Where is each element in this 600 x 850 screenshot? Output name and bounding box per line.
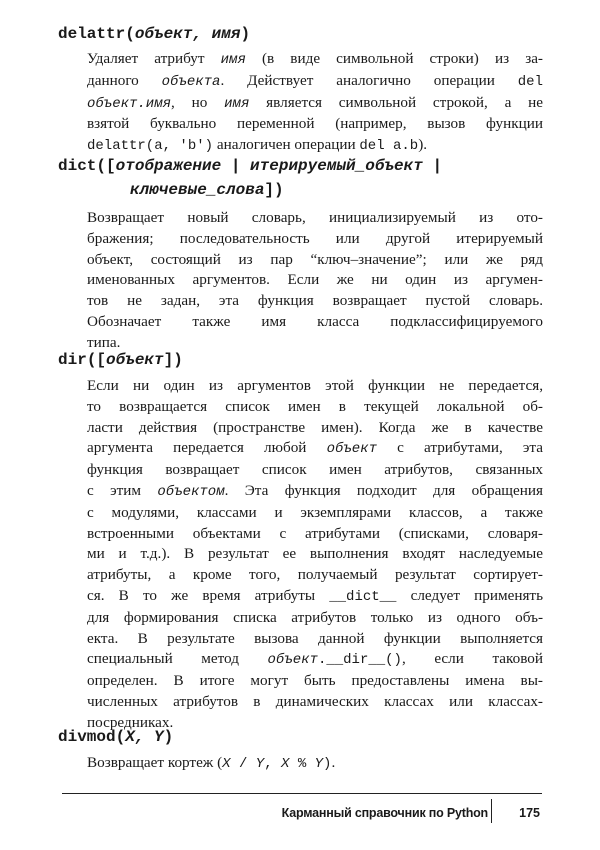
description-line bbox=[87, 418, 543, 439]
text-run: специальный метод bbox=[87, 650, 268, 668]
text-run: Возвращает новый словарь, инициализируемый из ото- bbox=[87, 209, 543, 226]
text-run: тов не задан, эта функция возвращает пустой словарь. bbox=[87, 292, 543, 310]
code-run: / bbox=[230, 756, 256, 772]
text-run: численных атрибутов в динамических классах или классах- bbox=[87, 692, 543, 710]
text-run: посредниках. bbox=[87, 713, 174, 731]
description-line bbox=[87, 49, 543, 71]
signature-dict: dict([отображение | итерируемый_объект | ключевые_слова]) bbox=[58, 157, 443, 199]
description-line bbox=[87, 629, 543, 650]
text-run: аналогичен операции bbox=[213, 136, 360, 154]
text-run: данного bbox=[87, 71, 162, 89]
text-run: . bbox=[331, 754, 336, 771]
text-run: . Действует аналогично операции bbox=[220, 71, 518, 89]
text-run: встроенными объектами с атрибутами (списками, словаря- bbox=[87, 524, 543, 542]
description-divmod bbox=[87, 753, 543, 775]
description-line bbox=[87, 481, 543, 503]
code-italic-run: объектом bbox=[157, 483, 225, 500]
text-run: является символьной строкой, а не bbox=[249, 93, 543, 111]
text-run: ). bbox=[418, 136, 428, 154]
code-run: % bbox=[289, 756, 315, 772]
description-line bbox=[87, 460, 543, 481]
text-run: , если таковой bbox=[401, 650, 543, 668]
text-run: типа. bbox=[87, 333, 121, 351]
footer-separator bbox=[491, 799, 492, 823]
text-run: атрибуты, а кроме того, получаемый результат сортирует- bbox=[87, 566, 543, 584]
description-line bbox=[87, 376, 543, 397]
description-line bbox=[87, 565, 543, 586]
text-run: ласти действия (пространстве имен). Когда же в качестве bbox=[87, 418, 543, 436]
text-run: с этим bbox=[87, 481, 158, 499]
text-run: Обозначает также имя класса подклассифицируемого bbox=[87, 312, 543, 330]
code-run: .__dir__() bbox=[317, 652, 402, 669]
description-dir bbox=[87, 376, 543, 734]
text-run: бражения; последовательность или другой итерируемый bbox=[87, 229, 543, 247]
description-line bbox=[87, 503, 543, 524]
text-run: следует применять bbox=[396, 586, 543, 604]
description-line bbox=[87, 753, 543, 775]
description-line bbox=[87, 93, 543, 115]
text-run: взятой буквально переменной (например, вызов функции bbox=[87, 115, 543, 133]
description-line bbox=[87, 649, 543, 671]
footer-rule bbox=[62, 793, 542, 794]
text-run: ми и т.д.). В результат ее выполнения входят наследуемые bbox=[87, 545, 543, 563]
code-italic-run: объект bbox=[267, 652, 318, 669]
text-run: то возвращается список имен в текущей локальной об- bbox=[87, 397, 543, 415]
page-number: 175 bbox=[519, 806, 540, 820]
code-run: , bbox=[264, 756, 282, 772]
code-run: delattr(a, 'b') bbox=[87, 138, 214, 155]
code-run: __dict__ bbox=[329, 588, 397, 605]
entry-delattr bbox=[58, 22, 542, 157]
description-line bbox=[87, 586, 543, 608]
code-italic-run: имя bbox=[220, 52, 246, 68]
text-run: Если ни один из аргументов этой функции не передается, bbox=[87, 377, 543, 394]
text-run: именованных аргументов. Если же ни один из аргумен- bbox=[87, 271, 543, 289]
description-line bbox=[87, 671, 543, 692]
code-italic-run: X bbox=[222, 756, 231, 772]
code-run: del bbox=[517, 73, 543, 90]
text-run: Возвращает кортеж ( bbox=[87, 754, 223, 771]
code-run: del a.b bbox=[359, 138, 419, 155]
text-run: , но bbox=[171, 93, 225, 111]
description-line bbox=[87, 270, 543, 291]
code-italic-run: объекта bbox=[161, 73, 221, 90]
text-run: аргумента передается любой bbox=[87, 439, 327, 457]
text-run: ся. В то же время атрибуты bbox=[87, 586, 330, 604]
signature-dir: dir([объект]) bbox=[58, 351, 183, 369]
description-line bbox=[87, 608, 543, 629]
entry-divmod bbox=[58, 725, 542, 775]
description-dict bbox=[87, 208, 543, 354]
text-run: функция возвращает список имен атрибутов, связанных bbox=[87, 461, 543, 479]
text-run: с модулями, классами и экземплярами классов, а также bbox=[87, 503, 543, 521]
entry-dir bbox=[58, 348, 542, 734]
text-run: екта. В результате вызова данной функции выполняется bbox=[87, 629, 543, 647]
description-line bbox=[87, 438, 543, 460]
code-italic-run: имя bbox=[224, 95, 250, 112]
text-run: для формирования списка атрибутов только из одного объ- bbox=[87, 608, 543, 626]
description-line bbox=[87, 692, 543, 713]
code-italic-run: X bbox=[281, 756, 290, 772]
description-line bbox=[87, 312, 543, 333]
signature-delattr: delattr(объект, имя) bbox=[58, 25, 251, 43]
description-line bbox=[87, 544, 543, 565]
text-run: . Эта функция подходит для обращения bbox=[224, 481, 543, 499]
code-italic-run: объект.имя bbox=[87, 95, 172, 112]
description-line bbox=[87, 250, 543, 271]
description-line bbox=[87, 397, 543, 418]
text-run: определен. В итоге могут быть предоставлены имена вы- bbox=[87, 672, 543, 690]
footer-title: Карманный справочник по Python bbox=[281, 806, 488, 820]
text-run: с атрибутами, эта bbox=[377, 439, 543, 457]
text-run: (в виде символьной строки) из за- bbox=[245, 50, 543, 67]
signature-divmod: divmod(X, Y) bbox=[58, 728, 174, 746]
description-line bbox=[87, 291, 543, 312]
code-run: ) bbox=[323, 756, 332, 772]
description-line bbox=[87, 114, 543, 135]
description-delattr bbox=[87, 49, 543, 157]
code-italic-run: объект bbox=[326, 441, 377, 458]
description-line bbox=[87, 524, 543, 545]
description-line bbox=[87, 229, 543, 250]
code-italic-run: Y bbox=[255, 756, 265, 772]
text-run: объект, состоящий из пар “ключ–значение”; или же ряд bbox=[87, 250, 543, 268]
text-run: Удаляет атрибут bbox=[87, 50, 221, 67]
code-italic-run: Y bbox=[314, 756, 324, 772]
description-line bbox=[87, 71, 543, 93]
description-line bbox=[87, 208, 543, 229]
entry-dict bbox=[58, 154, 542, 354]
